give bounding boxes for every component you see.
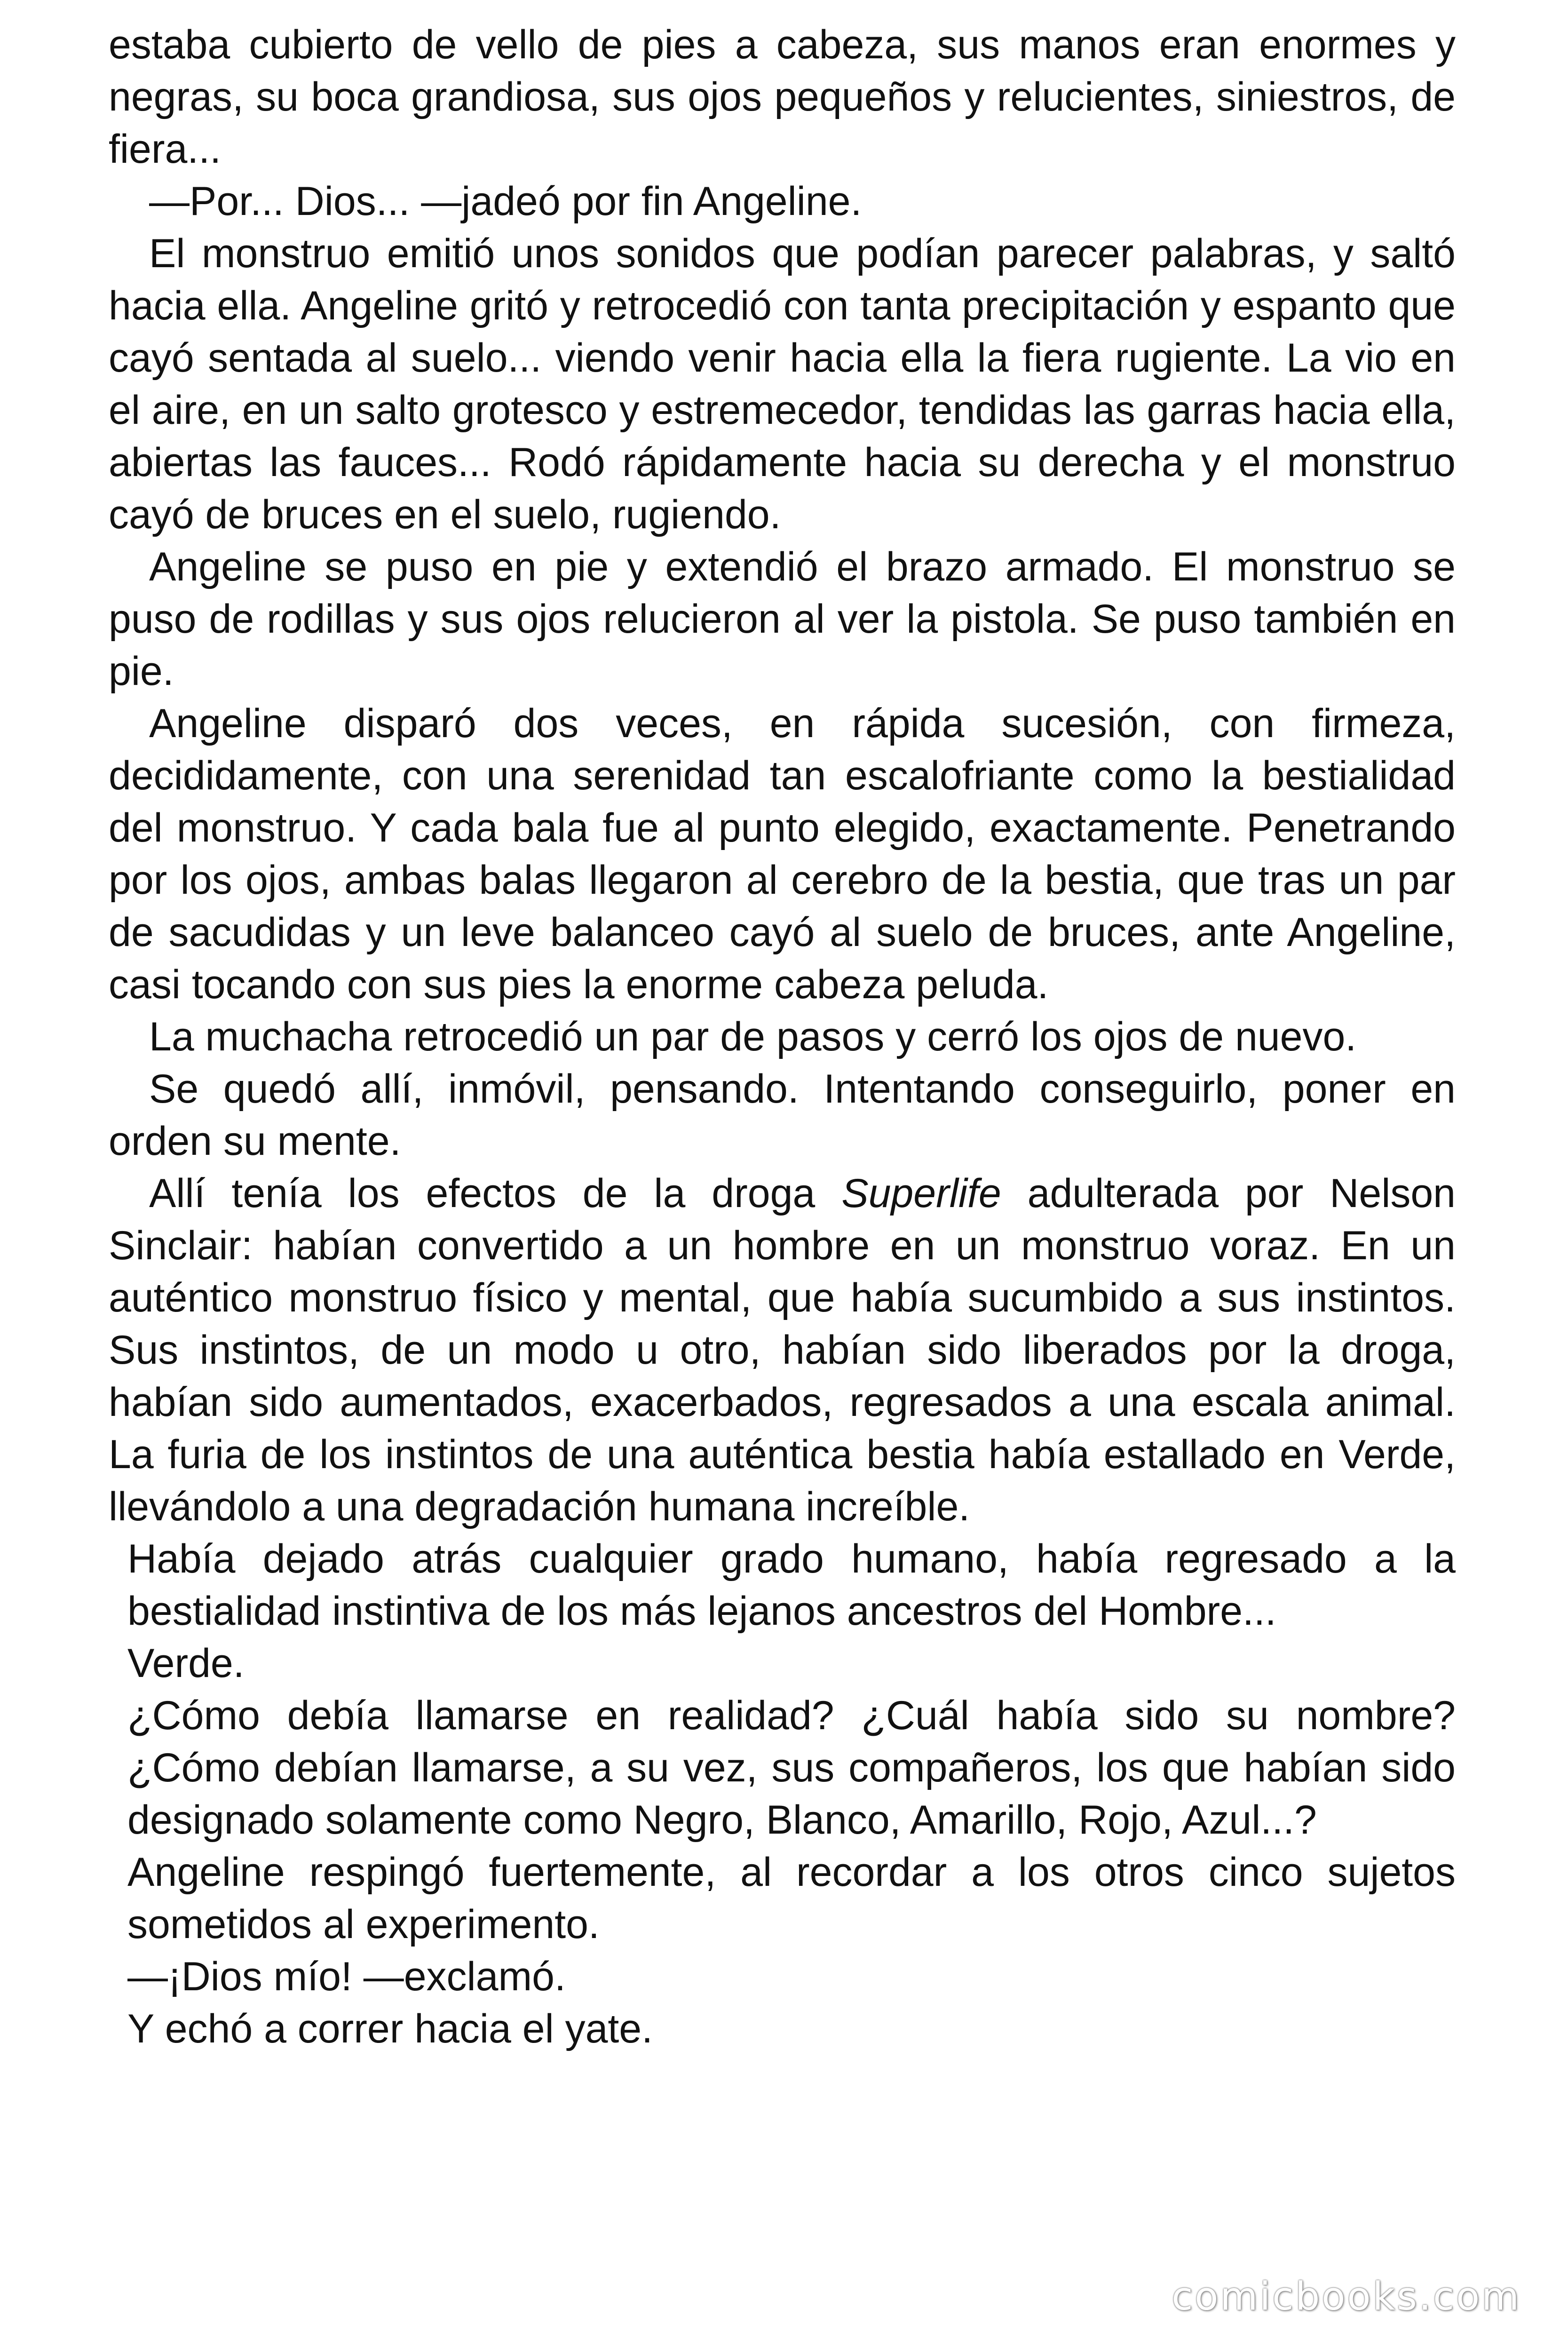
paragraph: Se quedó allí, inmóvil, pensando. Intentando conseguirlo, poner en orden su mente. bbox=[109, 1066, 1456, 1164]
italic-title: Superlife bbox=[841, 1171, 1001, 1216]
paragraph: estaba cubierto de vello de pies a cabeza, sus manos eran enormes y negras, su boca grandiosa, sus ojos pequeños y relucientes, siniestros, de fiera... bbox=[109, 22, 1456, 172]
paragraph: Angeline respingó fuertemente, al recordar a los otros cinco sujetos sometidos al experimento. bbox=[127, 1850, 1456, 1947]
paragraph-text: Allí tenía los efectos de la droga bbox=[149, 1171, 842, 1216]
paragraph: Verde. bbox=[127, 1641, 245, 1686]
paragraph: El monstruo emitió unos sonidos que podían parecer palabras, y saltó hacia ella. Angeline gritó y retrocedió con tanta precipitación y espanto que cayó sentada al suelo... viendo venir hacia ella la fiera rugiente. La vio en el aire, en un salto grotesco y estremecedor, tendidas las garras hacia ella, abiertas las fauces... Rodó rápidamente hacia su derecha y el monstruo cayó de bruces en el suelo, rugiendo. bbox=[109, 231, 1456, 537]
paragraph: Había dejado atrás cualquier grado humano, había regresado a la bestialidad instintiva de los más lejanos ancestros del Hombre... bbox=[127, 1536, 1456, 1634]
paragraph: ¿Cómo debía llamarse en realidad? ¿Cuál había sido su nombre? ¿Cómo debían llamarse, a su vez, sus compañeros, los que habían sido designado solamente como Negro, Blanco, Amarillo, Rojo, Azul...? bbox=[127, 1693, 1456, 1843]
paragraph: Angeline se puso en pie y extendió el brazo armado. El monstruo se puso de rodillas y sus ojos relucieron al ver la pistola. Se puso también en pie. bbox=[109, 544, 1456, 694]
paragraph: La muchacha retrocedió un par de pasos y cerró los ojos de nuevo. bbox=[149, 1014, 1357, 1059]
paragraph: —Por... Dios... —jadeó por fin Angeline. bbox=[149, 179, 862, 224]
paragraph: —¡Dios mío! —exclamó. bbox=[127, 1954, 566, 1999]
paragraph-superlife bbox=[109, 1168, 1456, 1533]
paragraph-text: adulterada por Nelson Sinclair: habían convertido a un hombre en un monstruo voraz. En un auténtico monstruo físico y mental, que había sucumbido a sus instintos. Sus instintos, de un modo u otro, habían sido liberados por la droga, habían sido aumentados, exacerbados, regresados a una escala animal. La furia de los instintos de una auténtica bestia había estallado en Verde, llevándolo a una degradación humana increíble. bbox=[109, 1171, 1456, 1529]
watermark: comicbooks.com bbox=[1172, 2274, 1521, 2319]
paragraph: Y echó a correr hacia el yate. bbox=[127, 2006, 653, 2051]
page-body bbox=[109, 19, 1456, 2055]
paragraph: Angeline disparó dos veces, en rápida sucesión, con firmeza, decididamente, con una serenidad tan escalofriante como la bestialidad del monstruo. Y cada bala fue al punto elegido, exactamente. Penetrando por los ojos, ambas balas llegaron al cerebro de la bestia, que tras un par de sacudidas y un leve balanceo cayó al suelo de bruces, ante Angeline, casi tocando con sus pies la enorme cabeza peluda. bbox=[109, 701, 1456, 1007]
